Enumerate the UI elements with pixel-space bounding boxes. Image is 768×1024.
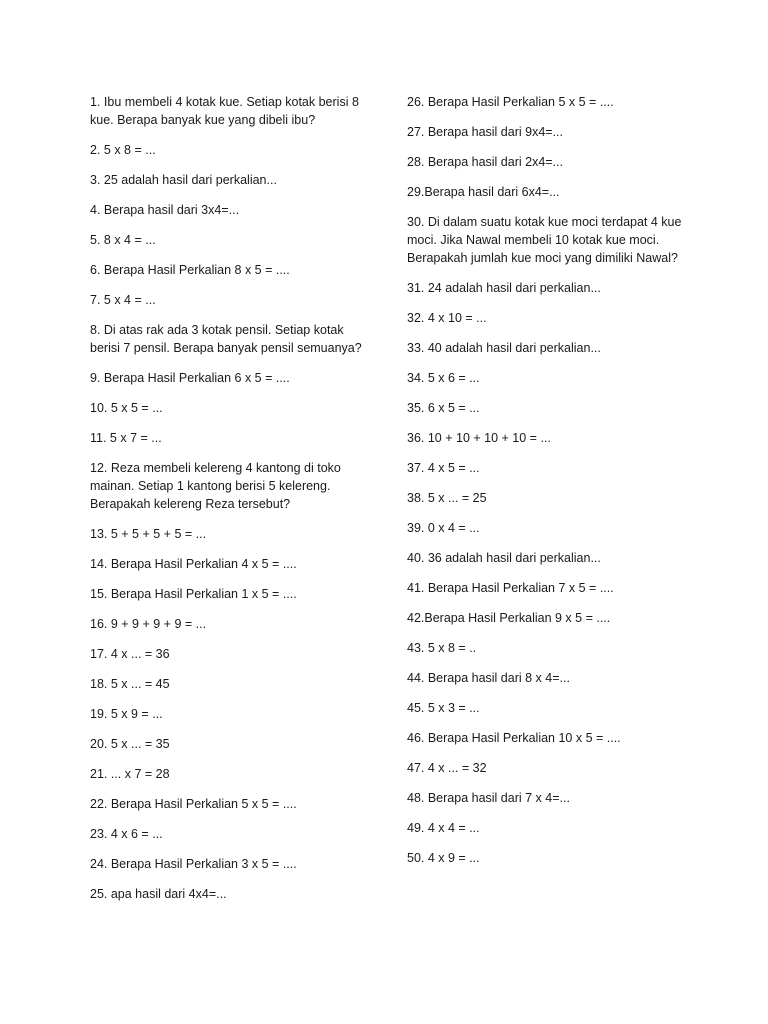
question-item: 26. Berapa Hasil Perkalian 5 x 5 = .... xyxy=(407,95,614,109)
question-item: 30. Di dalam suatu kotak kue moci terdapat 4 kue moci. Jika Nawal membeli 10 kotak kue moci. Berapakah jumlah kue moci yang dimiliki Nawal? xyxy=(407,215,682,265)
question-item: 12. Reza membeli kelereng 4 kantong di toko mainan. Setiap 1 kantong berisi 5 kelereng. Berapakah kelereng Reza tersebut? xyxy=(90,461,341,511)
question-item: 29.Berapa hasil dari 6x4=... xyxy=(407,185,560,199)
question-item: 40. 36 adalah hasil dari perkalian... xyxy=(407,551,601,565)
question-item: 6. Berapa Hasil Perkalian 8 x 5 = .... xyxy=(90,263,290,277)
question-item: 25. apa hasil dari 4x4=... xyxy=(90,887,227,901)
question-item: 24. Berapa Hasil Perkalian 3 x 5 = .... xyxy=(90,857,297,871)
question-item: 48. Berapa hasil dari 7 x 4=... xyxy=(407,791,570,805)
question-item: 23. 4 x 6 = ... xyxy=(90,827,163,841)
question-item: 2. 5 x 8 = ... xyxy=(90,143,156,157)
question-item: 7. 5 x 4 = ... xyxy=(90,293,156,307)
question-item: 41. Berapa Hasil Perkalian 7 x 5 = .... xyxy=(407,581,614,595)
question-item: 3. 25 adalah hasil dari perkalian... xyxy=(90,173,277,187)
question-item: 39. 0 x 4 = ... xyxy=(407,521,480,535)
question-item: 11. 5 x 7 = ... xyxy=(90,431,162,445)
question-item: 50. 4 x 9 = ... xyxy=(407,851,480,865)
question-item: 47. 4 x ... = 32 xyxy=(407,761,487,775)
question-item: 43. 5 x 8 = .. xyxy=(407,641,477,655)
question-item: 10. 5 x 5 = ... xyxy=(90,401,163,415)
question-item: 46. Berapa Hasil Perkalian 10 x 5 = .... xyxy=(407,731,621,745)
question-item: 18. 5 x ... = 45 xyxy=(90,677,170,691)
question-item: 15. Berapa Hasil Perkalian 1 x 5 = .... xyxy=(90,587,297,601)
question-item: 38. 5 x ... = 25 xyxy=(407,491,487,505)
question-item: 21. ... x 7 = 28 xyxy=(90,767,170,781)
questions-column-right xyxy=(407,93,687,879)
question-item: 49. 4 x 4 = ... xyxy=(407,821,480,835)
question-item: 19. 5 x 9 = ... xyxy=(90,707,163,721)
question-item: 45. 5 x 3 = ... xyxy=(407,701,480,715)
question-item: 4. Berapa hasil dari 3x4=... xyxy=(90,203,240,217)
question-item: 1. Ibu membeli 4 kotak kue. Setiap kotak berisi 8 kue. Berapa banyak kue yang dibeli ibu? xyxy=(90,95,359,127)
questions-column-left xyxy=(90,93,372,915)
question-item: 13. 5 + 5 + 5 + 5 = ... xyxy=(90,527,207,541)
question-item: 34. 5 x 6 = ... xyxy=(407,371,480,385)
question-item: 33. 40 adalah hasil dari perkalian... xyxy=(407,341,601,355)
question-item: 16. 9 + 9 + 9 + 9 = ... xyxy=(90,617,207,631)
question-item: 35. 6 x 5 = ... xyxy=(407,401,480,415)
question-item: 42.Berapa Hasil Perkalian 9 x 5 = .... xyxy=(407,611,611,625)
question-item: 5. 8 x 4 = ... xyxy=(90,233,156,247)
question-item: 17. 4 x ... = 36 xyxy=(90,647,170,661)
question-item: 22. Berapa Hasil Perkalian 5 x 5 = .... xyxy=(90,797,297,811)
question-item: 36. 10 + 10 + 10 + 10 = ... xyxy=(407,431,551,445)
question-item: 8. Di atas rak ada 3 kotak pensil. Setiap kotak berisi 7 pensil. Berapa banyak pensil semuanya? xyxy=(90,323,362,355)
question-item: 31. 24 adalah hasil dari perkalian... xyxy=(407,281,601,295)
question-item: 28. Berapa hasil dari 2x4=... xyxy=(407,155,563,169)
question-item: 27. Berapa hasil dari 9x4=... xyxy=(407,125,563,139)
question-item: 9. Berapa Hasil Perkalian 6 x 5 = .... xyxy=(90,371,290,385)
question-item: 37. 4 x 5 = ... xyxy=(407,461,480,475)
question-item: 32. 4 x 10 = ... xyxy=(407,311,487,325)
question-item: 14. Berapa Hasil Perkalian 4 x 5 = .... xyxy=(90,557,297,571)
question-item: 44. Berapa hasil dari 8 x 4=... xyxy=(407,671,570,685)
question-item: 20. 5 x ... = 35 xyxy=(90,737,170,751)
